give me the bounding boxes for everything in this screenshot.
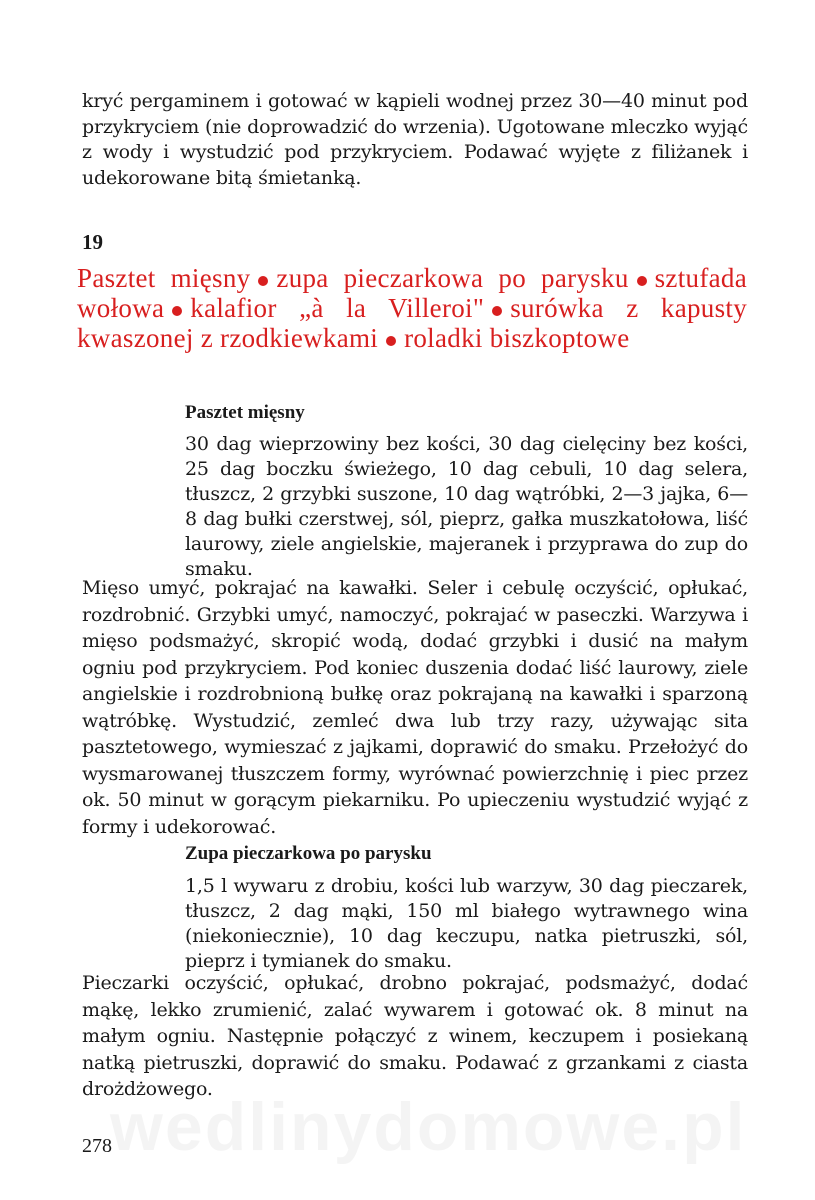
menu-dish: surówka z kapusty kwaszonej z rzodkiewkami [77, 293, 748, 353]
menu-number: 19 [82, 230, 103, 254]
recipe-ingredients: 1,5 l wywaru z drobiu, kości lub warzyw, 30 dag pieczarek, tłuszcz, 2 dag mąki, 150 ml białego wytrawnego wina (niekoniecznie), 10 dag keczupu, natka pietruszki, sól, pieprz i tymianek do smaku. [185, 875, 748, 972]
recipe-title: Pasztet mięsny [185, 402, 305, 423]
menu-dish: roladki biszkoptowe [404, 323, 630, 353]
menu-dish: kalafior „à la Villeroi" [190, 293, 485, 323]
menu-dish-list [77, 263, 747, 353]
bullet-icon [258, 276, 268, 286]
recipe-title: Zupa pieczarkowa po parysku [185, 843, 432, 864]
menu-dish: sztufada wołowa [77, 263, 747, 323]
bullet-icon [637, 276, 647, 286]
bullet-icon [172, 306, 182, 316]
bullet-icon [492, 306, 502, 316]
recipe-steps: Mięso umyć, pokrajać na kawałki. Seler i cebulę oczyścić, opłukać, rozdrobnić. Grzybki umyć, namoczyć, pokrajać w paseczki. Warzywa i mięso podsmażyć, skropić wodą, dodać grzybki i dusić na małym ogniu pod przykryciem. Pod koniec duszenia dodać liść laurowy, ziele angielskie i rozdrobnioną bułkę oraz pokrajaną na kawałki i sparzoną wątróbkę. Wystudzić, zemleć dwa lub trzy razy, używając sita pasztetowego, wymieszać z jajkami, doprawić do smaku. Przełożyć do wysmarowanej tłuszczem formy, wyrównać powierzchnię i piec przez ok. 50 minut w gorącym piekarniku. Po upieczeniu wystudzić wyjąć z formy i udekorować. [82, 577, 748, 838]
watermark [110, 1088, 747, 1166]
intro-paragraph: kryć pergaminem i gotować w kąpieli wodnej przez 30—40 minut pod przykryciem (nie doprowadzić do wrzenia). Ugotowane mleczko wyjąć z wody i wystudzić pod przykryciem. Podawać wyjęte z filiżanek i udekorowane bitą śmietanką. [82, 90, 748, 189]
recipe-steps: Pieczarki oczyścić, opłukać, drobno pokrajać, podsmażyć, dodać mąkę, lekko zrumienić, zalać wywarem i gotować ok. 8 minut na małym ogniu. Następnie połączyć z winem, keczupem i posiekaną natką pietruszki, doprawić do smaku. Podawać z grzankami z ciasta drożdżowego. [82, 972, 748, 1100]
menu-dish: Pasztet mięsny [77, 263, 251, 293]
bullet-icon [386, 336, 396, 346]
recipe-ingredients: 30 dag wieprzowiny bez kości, 30 dag cielęciny bez kości, 25 dag boczku świeżego, 10 dag cebuli, 10 dag selera, tłuszcz, 2 grzybki suszone, 10 dag wątróbki, 2—3 jajka, 6—8 dag bułki czerstwej, sól, pieprz, gałka muszkatołowa, liść laurowy, ziele angielskie, majeranek i przyprawa do zup do smaku. [185, 433, 748, 580]
page-number: 278 [82, 1135, 112, 1157]
menu-dish: zupa pieczarkowa po parysku [276, 263, 629, 293]
